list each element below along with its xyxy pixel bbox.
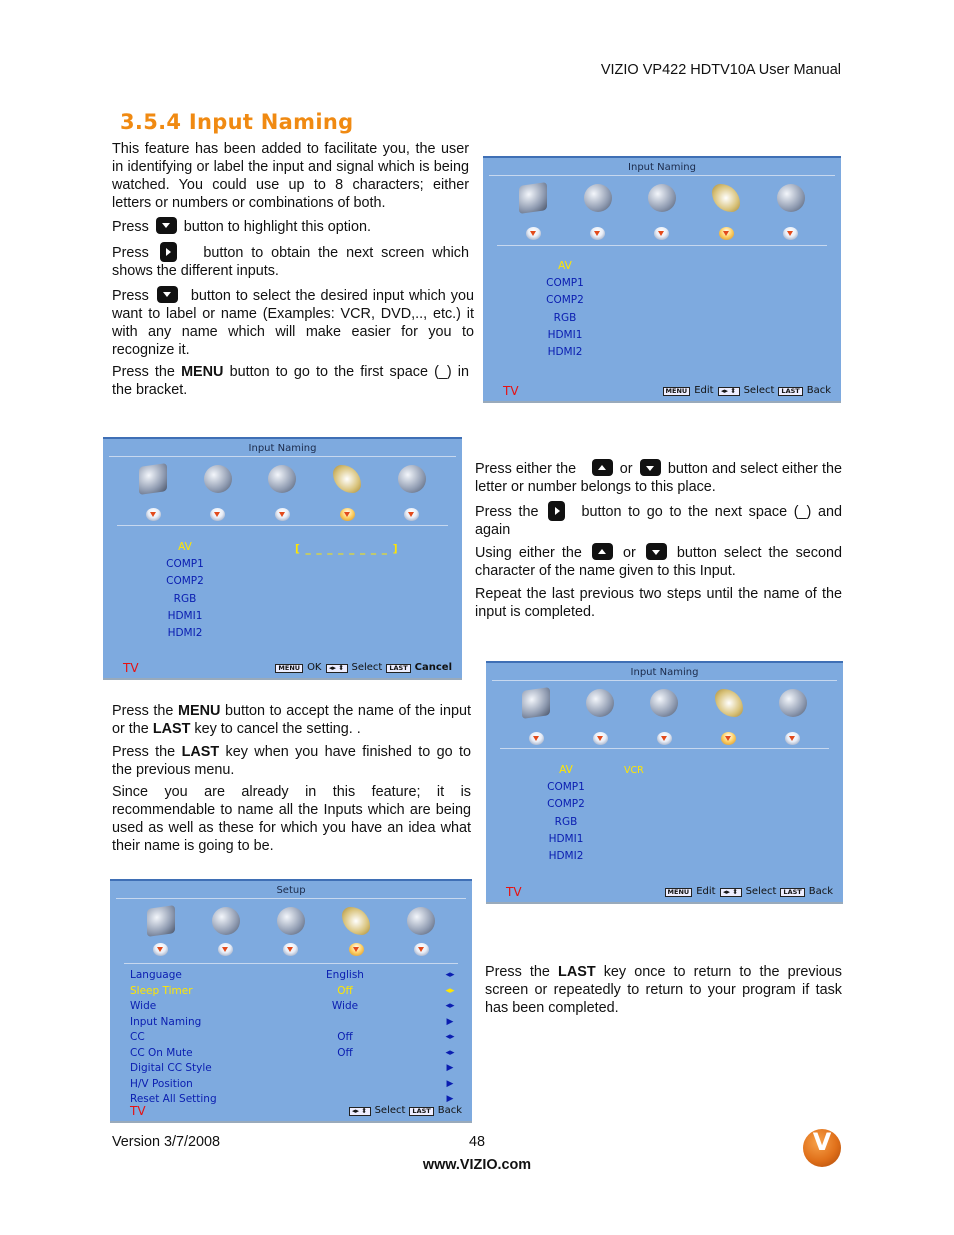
input-item[interactable]: AV (558, 260, 572, 272)
down-button-icon (157, 286, 178, 303)
tv-menu-icon (642, 180, 682, 218)
input-item[interactable]: RGB (553, 311, 577, 324)
down-arrow-icon (262, 508, 302, 521)
setup-item-language[interactable]: Language (130, 969, 182, 981)
vizio-logo (803, 1129, 841, 1167)
input-item[interactable]: COMP1 (547, 781, 585, 794)
last-key-text: LAST (152, 721, 191, 737)
down-arrow-icon (580, 732, 620, 745)
right-arrow-icon[interactable]: ▶ (446, 1016, 454, 1027)
screen-title: Input Naming (628, 162, 696, 173)
text: Press either the (475, 461, 577, 477)
left-right-arrows-icon[interactable]: ◂▸ (445, 985, 455, 996)
menu-key-icon: MENU (665, 888, 693, 897)
setup-value: Off (337, 1031, 353, 1043)
tv-label: TV (123, 661, 139, 675)
setup-item-cc-on-mute[interactable]: CC On Mute (130, 1046, 193, 1059)
up-button-icon (592, 543, 613, 560)
down-arrow-icon (578, 227, 618, 240)
menu-key-icon: MENU (663, 387, 691, 396)
down-arrow-icon (336, 943, 376, 956)
down-arrow-icon (271, 943, 311, 956)
manual-title: VIZIO VP422 HDTV10A User Manual (600, 62, 841, 78)
step-previous-menu (112, 743, 471, 779)
right-button-icon (548, 501, 565, 521)
tv-menu-icon (271, 903, 311, 941)
step-second-char (475, 543, 842, 580)
text: button to select the desired input which you want to label or name (Examples: VCR, DVD,.., etc.) it with any name which will make easier for you to recognize it. (112, 287, 475, 358)
screen-title: Input Naming (248, 443, 317, 454)
parental-menu-icon (392, 461, 432, 499)
cancel-label: Cancel (414, 662, 452, 673)
text: button to go to the first space (_) in the bracket. (112, 364, 470, 398)
input-item[interactable]: AV (178, 541, 192, 553)
last-key-icon: LAST (409, 1107, 433, 1116)
text: Press the (485, 964, 550, 980)
step-repeat: Repeat the last previous two steps until the name of the input is completed. (475, 585, 842, 620)
down-arrow-icon (513, 227, 553, 240)
name-entry-field[interactable]: [ _ _ _ _ _ _ _ _ ] (295, 543, 399, 555)
input-list (536, 762, 596, 865)
text: key when you have finished to go to the previous menu. (112, 743, 472, 778)
setup-value: Off (337, 1046, 353, 1059)
setup-labels (130, 968, 240, 1108)
text: button and select either the letter or number belongs to this place. (475, 461, 843, 495)
nav-keys-icon: ◂▸ ⬍ (720, 888, 742, 897)
setup-menu-icon (336, 903, 376, 941)
down-button-icon (640, 459, 661, 476)
input-item[interactable]: AV (559, 764, 573, 776)
setup-values (320, 968, 370, 1108)
text: Press the (112, 703, 174, 719)
text: button select the second character of the name given to this Input. (475, 545, 843, 579)
select-label: Select (351, 662, 383, 673)
screen-input-naming-2 (103, 437, 462, 680)
left-right-arrows-icon[interactable]: ◂▸ (445, 1047, 455, 1058)
setup-item-digital-cc-style[interactable]: Digital CC Style (130, 1062, 212, 1074)
down-arrow-icon (401, 943, 441, 956)
menu-key-icon: MENU (275, 664, 303, 673)
setup-value (320, 1061, 370, 1077)
setup-value (320, 1077, 370, 1093)
down-arrow-icon (392, 508, 432, 521)
setup-controls (440, 968, 460, 1108)
step-next-screen (112, 242, 469, 280)
left-right-arrows-icon[interactable]: ◂▸ (445, 970, 455, 980)
setup-menu-icon (706, 180, 746, 218)
tv-menu-icon (262, 461, 302, 499)
tv-label: TV (130, 1104, 146, 1118)
up-button-icon (592, 459, 613, 476)
setup-item-hv-position[interactable]: H/V Position (130, 1077, 193, 1090)
section-title: 3.5.4 Input Naming (120, 110, 354, 134)
input-list (155, 539, 215, 642)
last-key-icon: LAST (778, 387, 802, 396)
setup-menu-icon (709, 685, 749, 723)
website-link[interactable]: www.VIZIO.com (422, 1157, 532, 1173)
text: or (622, 545, 636, 561)
setup-item-sleep-timer[interactable]: Sleep Timer (130, 984, 193, 997)
select-label: Select (745, 886, 777, 897)
text: Press (112, 244, 149, 261)
setup-value: English (326, 969, 364, 981)
return-instructions (485, 963, 842, 1022)
text: Press the (112, 743, 176, 760)
picture-menu-icon (141, 903, 181, 941)
back-label: Back (808, 886, 833, 897)
down-arrow-icon (706, 227, 746, 240)
setup-value: Off (337, 984, 353, 997)
down-arrow-icon (327, 508, 367, 521)
input-item[interactable]: HDMI1 (547, 328, 583, 341)
text: key to cancel the setting. . (194, 721, 361, 737)
screen-footer (275, 659, 452, 677)
setup-value (320, 1015, 370, 1031)
menu-key-text: MENU (181, 364, 224, 380)
down-arrow-icon (644, 732, 684, 745)
last-key-text: LAST (181, 743, 220, 760)
setup-item-input-naming[interactable]: Input Naming (130, 1015, 202, 1028)
select-label: Select (374, 1105, 406, 1116)
picture-menu-icon (133, 461, 173, 499)
left-right-arrows-icon[interactable]: ◂▸ (445, 1032, 455, 1042)
page-number: 48 (469, 1134, 486, 1150)
nav-keys-icon: ◂▸ ⬍ (349, 1107, 371, 1116)
down-arrow-icon (642, 227, 682, 240)
select-label: Select (743, 385, 775, 396)
text: button to accept the name of the input or the (112, 703, 472, 737)
setup-item-cc[interactable]: CC (130, 1031, 145, 1043)
last-key-icon: LAST (386, 664, 410, 673)
setup-item-wide[interactable]: Wide (130, 1000, 157, 1012)
edit-instructions (475, 459, 842, 625)
text: or (619, 461, 633, 477)
down-arrow-icon (206, 943, 246, 956)
parental-menu-icon (773, 685, 813, 723)
input-item[interactable]: COMP1 (166, 558, 204, 571)
screen-footer (663, 382, 831, 400)
setup-value: Wide (331, 1000, 359, 1012)
step-accept (112, 702, 471, 738)
text: button to obtain the next screen which shows the different inputs. (112, 244, 470, 279)
down-arrow-icon (709, 732, 749, 745)
ok-label: OK (307, 662, 322, 673)
input-list (535, 258, 595, 361)
down-arrow-icon (516, 732, 556, 745)
tv-menu-icon (644, 685, 684, 723)
setup-item-reset-all[interactable]: Reset All Setting (130, 1093, 217, 1105)
edit-label: Edit (694, 385, 714, 396)
input-item[interactable]: COMP2 (547, 798, 585, 811)
nav-keys-icon: ◂▸ ⬍ (718, 387, 740, 396)
back-label: Back (437, 1105, 462, 1116)
input-item[interactable]: RGB (173, 592, 197, 605)
screen-title: Setup (276, 885, 306, 896)
step-next-space (475, 501, 842, 539)
step-select-input (112, 286, 474, 359)
audio-menu-icon (578, 180, 618, 218)
screen-input-naming-1 (483, 156, 841, 403)
parental-menu-icon (401, 903, 441, 941)
confirm-instructions (112, 702, 471, 860)
intro-paragraph: This feature has been added to facilitate you, the user in identifying or label the input and signal which is being watched. You could use up to 8 characters; either letters or numbers or combinations of both. (112, 141, 469, 211)
recommendation-text: Since you are already in this feature; it is recommendable to name all the Inputs which are being used as well as these for which you have an idea what their name is going to be. (112, 784, 471, 854)
screen-setup (110, 879, 472, 1123)
down-arrow-icon (141, 943, 181, 956)
left-right-arrows-icon[interactable]: ◂▸ (445, 1001, 455, 1011)
text: Using either the (475, 545, 582, 561)
down-arrow-icon (771, 227, 811, 240)
input-item[interactable]: HDMI2 (547, 346, 583, 359)
down-arrow-icon (198, 508, 238, 521)
input-item[interactable]: HDMI2 (167, 627, 203, 640)
menu-key-text: MENU (178, 703, 221, 719)
screen-input-naming-3 (486, 661, 843, 904)
down-arrow-icon (133, 508, 173, 521)
step-choose-char (475, 459, 842, 496)
input-item[interactable]: HDMI1 (167, 609, 203, 622)
last-key-icon: LAST (780, 888, 804, 897)
text: Press (112, 218, 149, 235)
screen-footer (665, 883, 833, 901)
picture-menu-icon (516, 685, 556, 723)
input-item[interactable]: HDMI1 (548, 832, 584, 845)
input-item[interactable]: COMP2 (166, 575, 204, 588)
parental-menu-icon (771, 180, 811, 218)
input-item[interactable]: HDMI2 (548, 850, 584, 863)
intro-text (112, 140, 475, 404)
text: Press the (112, 364, 175, 380)
setup-menu-icon (327, 461, 367, 499)
down-arrow-icon (773, 732, 813, 745)
right-button-icon (160, 242, 177, 262)
audio-menu-icon (580, 685, 620, 723)
screen-title: Input Naming (630, 667, 699, 678)
input-item[interactable]: COMP1 (546, 277, 584, 290)
tv-label: TV (503, 384, 519, 398)
menu-icons (501, 180, 823, 218)
input-item[interactable]: RGB (554, 815, 578, 828)
tv-label: TV (506, 885, 522, 899)
assigned-name: VCR (624, 765, 644, 776)
text: button to highlight this option. (183, 218, 372, 235)
edit-label: Edit (696, 886, 716, 897)
back-label: Back (806, 385, 831, 396)
down-button-icon (646, 543, 667, 560)
screen-footer (349, 1102, 462, 1120)
picture-menu-icon (513, 180, 553, 218)
version-text: Version 3/7/2008 (112, 1134, 221, 1150)
input-item[interactable]: COMP2 (546, 294, 584, 307)
step-highlight (112, 217, 469, 236)
right-arrow-icon[interactable]: ▶ (446, 1078, 454, 1089)
last-key-text: LAST (558, 964, 596, 980)
down-button-icon (156, 217, 177, 234)
text: button to go to the next space (_) and again (475, 503, 843, 538)
text: Press the (475, 503, 539, 520)
text: Press (112, 287, 149, 304)
right-arrow-icon[interactable]: ▶ (446, 1094, 454, 1104)
text: key once to return to the previous screen or repeatedly to return to your program if task has been completed. (485, 964, 843, 1016)
step-menu (112, 363, 469, 399)
audio-menu-icon (206, 903, 246, 941)
audio-menu-icon (198, 461, 238, 499)
right-arrow-icon[interactable]: ▶ (446, 1063, 454, 1073)
nav-keys-icon: ◂▸ ⬍ (326, 664, 348, 673)
step-return (485, 963, 842, 1017)
